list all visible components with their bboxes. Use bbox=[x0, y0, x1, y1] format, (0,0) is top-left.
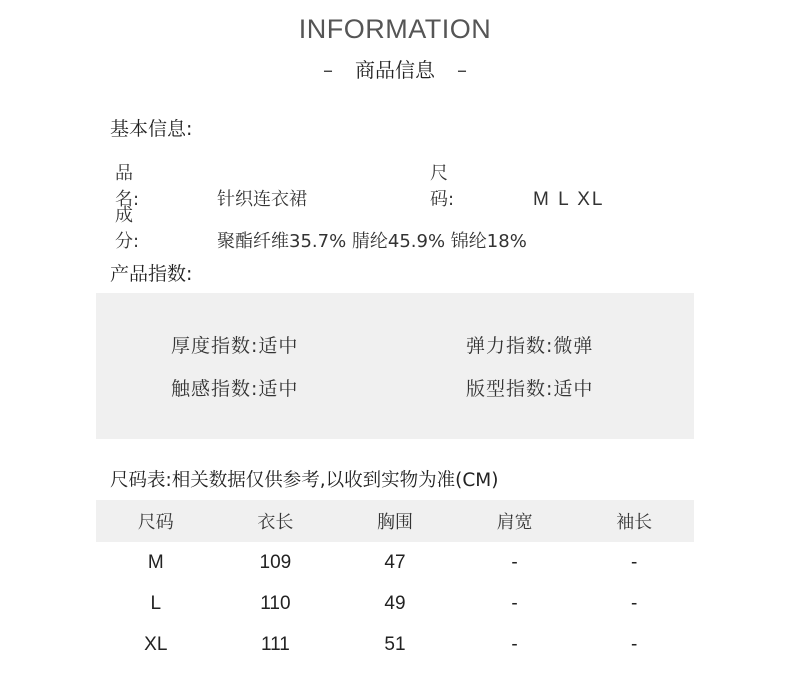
title-chinese bbox=[0, 54, 790, 83]
cell-size: XL bbox=[144, 633, 168, 655]
material-value: 聚酯纤维35.7% 腈纶45.9% 锦纶18% bbox=[217, 231, 527, 252]
title-chinese-text: 商品信息 bbox=[355, 58, 435, 82]
cell-chest: 49 bbox=[384, 592, 406, 614]
header-size: 尺码 bbox=[96, 500, 216, 542]
cell-length: 110 bbox=[260, 592, 291, 614]
cell-shoulder: - bbox=[511, 592, 518, 614]
cell-sleeve: - bbox=[631, 592, 638, 614]
title-dash-right: – bbox=[457, 58, 467, 82]
basic-info-label: 基本信息: bbox=[110, 118, 193, 140]
cell-length: 109 bbox=[259, 551, 292, 573]
product-name-value: 针织连衣裙 bbox=[217, 189, 307, 210]
header-length: 衣长 bbox=[216, 500, 336, 542]
cell-size: M bbox=[147, 551, 164, 573]
title-dash-left: – bbox=[323, 58, 333, 82]
size-table-caption: 尺码表:相关数据仅供参考,以收到实物为准(CM) bbox=[110, 470, 499, 491]
cell-sleeve: - bbox=[631, 633, 638, 655]
cell-shoulder: - bbox=[511, 551, 518, 573]
cell-chest: 47 bbox=[384, 551, 406, 573]
thickness-index: 厚度指数:适中 bbox=[171, 335, 299, 357]
title-english: INFORMATION bbox=[298, 14, 492, 44]
cell-length: 111 bbox=[260, 633, 290, 655]
header-sleeve: 袖长 bbox=[574, 500, 694, 542]
material-row bbox=[115, 201, 527, 253]
cell-chest: 51 bbox=[384, 633, 406, 655]
product-index-panel bbox=[96, 293, 694, 439]
table-row bbox=[96, 542, 694, 583]
material-key: 成分: bbox=[115, 205, 140, 252]
header-chest: 胸围 bbox=[335, 500, 455, 542]
cell-shoulder: - bbox=[511, 633, 518, 655]
cell-size: L bbox=[150, 592, 162, 614]
product-index-label: 产品指数: bbox=[110, 263, 193, 285]
fit-index: 版型指数:适中 bbox=[466, 378, 594, 400]
elasticity-index: 弹力指数:微弹 bbox=[466, 335, 594, 357]
size-value: M L XL bbox=[533, 189, 605, 210]
cell-sleeve: - bbox=[631, 551, 638, 573]
table-row bbox=[96, 624, 694, 665]
touch-index: 触感指数:适中 bbox=[171, 378, 299, 400]
table-row bbox=[96, 583, 694, 624]
size-table bbox=[96, 500, 694, 665]
size-table-header bbox=[96, 500, 694, 542]
header-shoulder: 肩宽 bbox=[455, 500, 575, 542]
size-key: 尺码: bbox=[430, 163, 455, 210]
product-name-key: 品名: bbox=[115, 163, 140, 210]
